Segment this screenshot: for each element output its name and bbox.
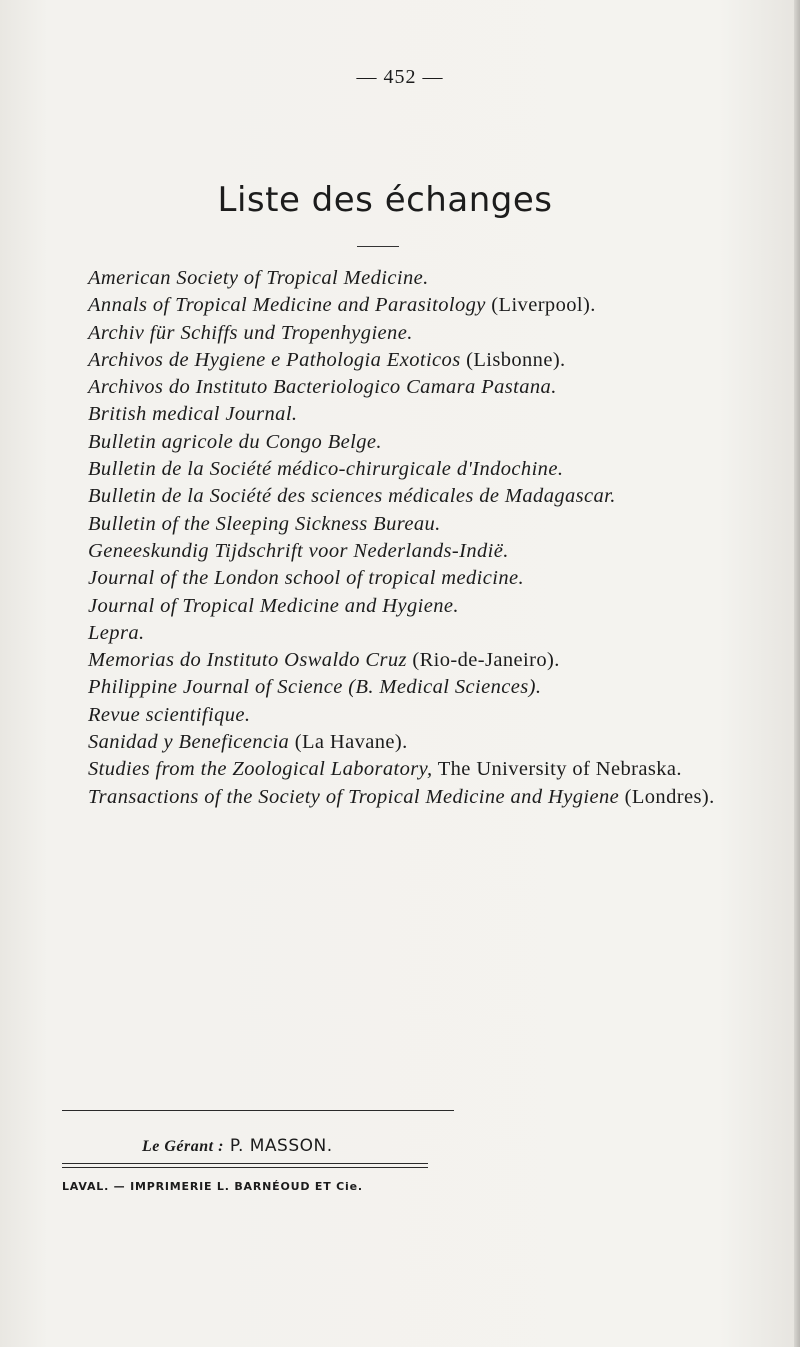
list-item [58, 401, 718, 428]
journal-title: Studies from the Zoological Laboratory, [88, 758, 433, 781]
journal-title: Bulletin agricole du Congo Belge. [88, 430, 382, 453]
journal-location: (Rio-de-Janeiro). [406, 649, 560, 672]
list-item [58, 593, 718, 620]
list-item [58, 429, 718, 456]
page-title: Liste des échanges [217, 180, 553, 220]
list-item [58, 647, 718, 674]
journal-title: Bulletin de la Société des sciences médicales de Madagascar. [88, 485, 616, 508]
journal-title: British medical Journal. [88, 403, 298, 426]
list-item [58, 292, 718, 319]
imprint-divider-thin [62, 1167, 428, 1168]
gerant-label: Le Gérant : [142, 1138, 224, 1155]
journal-title: American Society of Tropical Medicine. [88, 267, 429, 289]
journal-title: Bulletin of the Sleeping Sickness Bureau. [88, 512, 441, 535]
list-item [58, 784, 718, 811]
journal-location: (Londres). [619, 785, 715, 808]
list-item [58, 674, 718, 701]
journal-title: Geneeskundig Tijdschrift voor Nederlands-Indië. [88, 539, 509, 562]
journal-title: Philippine Journal of Science (B. Medical Sciences). [88, 676, 542, 699]
journal-title: Archiv für Schiffs und Tropenhygiene. [88, 321, 413, 344]
imprint-divider-thick [62, 1163, 428, 1164]
list-item [58, 511, 718, 538]
journal-title: Bulletin de la Société médico-chirurgicale d'Indochine. [88, 458, 564, 481]
list-item [58, 483, 718, 510]
page-number: — 452 — [356, 66, 444, 88]
journal-title: Archivos do Instituto Bacteriologico Camara Pastana. [88, 376, 557, 399]
list-item [58, 729, 718, 756]
journal-title: Revue scientifique. [88, 703, 251, 726]
journal-title: Annals of Tropical Medicine and Parasitology [88, 294, 486, 317]
journal-title: Archivos de Hygiene e Pathologia Exoticos [88, 348, 461, 371]
list-item [58, 265, 718, 292]
journal-title: Journal of Tropical Medicine and Hygiene. [88, 594, 459, 617]
journal-title: Lepra. [88, 621, 145, 644]
list-item [58, 702, 718, 729]
list-item [58, 620, 718, 647]
printer-imprint: LAVAL. — IMPRIMERIE L. BARNÉOUD ET Cie. [62, 1180, 363, 1193]
journal-location: (La Havane). [289, 731, 408, 754]
journal-location: (Liverpool). [485, 294, 596, 317]
journal-location: The University of Nebraska. [432, 758, 682, 781]
list-item [58, 756, 718, 783]
list-item [58, 565, 718, 592]
journal-location: (Lisbonne). [460, 348, 566, 371]
list-item [58, 374, 718, 401]
footer-divider [62, 1110, 454, 1111]
list-item [58, 320, 718, 347]
list-item [58, 538, 718, 565]
page-edge [794, 0, 800, 1347]
exchange-list [58, 265, 718, 811]
title-divider [357, 246, 399, 247]
gerant-line [142, 1135, 333, 1156]
journal-title: Memorias do Instituto Oswaldo Cruz [88, 649, 407, 672]
journal-title: Sanidad y Beneficencia [88, 731, 290, 754]
list-item [58, 456, 718, 483]
list-item [58, 347, 718, 374]
journal-title: Journal of the London school of tropical medicine. [88, 567, 525, 590]
journal-title: Transactions of the Society of Tropical Medicine and Hygiene [88, 785, 620, 808]
gerant-name: P. MASSON. [223, 1136, 333, 1156]
